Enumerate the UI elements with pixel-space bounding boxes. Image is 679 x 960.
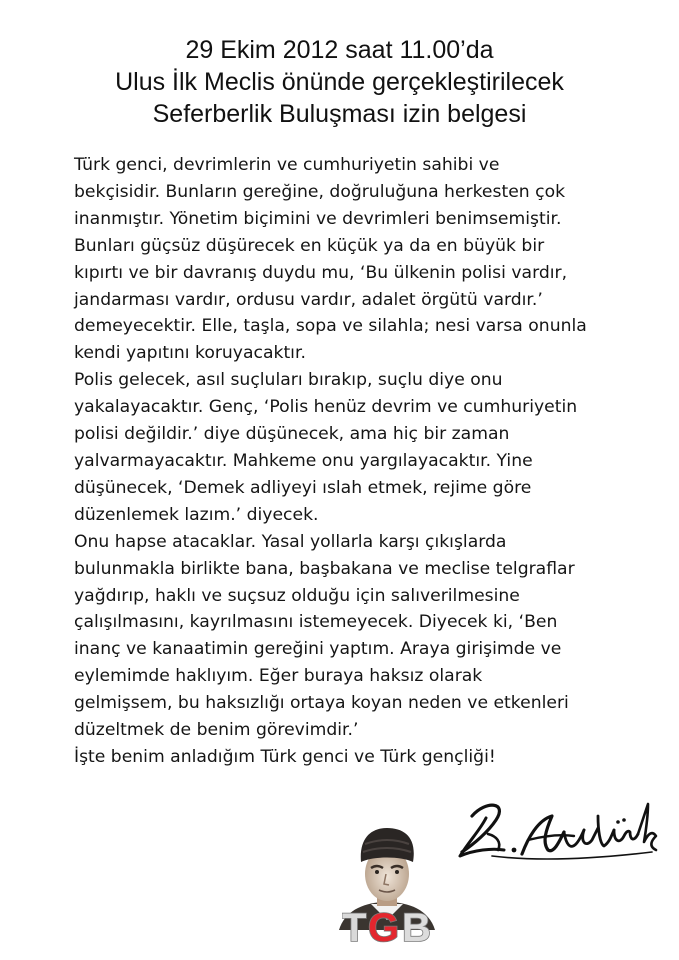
- body-text: [74, 152, 674, 771]
- body-line: demeyecektir. Elle, taşla, sopa ve silahla; nesi varsa onunla: [74, 316, 587, 337]
- body-line: kıpırtı ve bir davranış duydu mu, ‘Bu ülkenin polisi vardır,: [74, 262, 568, 283]
- logo-letter-g: G: [368, 906, 400, 947]
- body-line: gelmişsem, bu haksızlığı ortaya koyan neden ve etkenleri: [74, 693, 569, 714]
- tgb-logo: [342, 903, 434, 947]
- logo-letter-b: B: [402, 906, 431, 947]
- body-line: düşünecek, ‘Demek adliyeyi ıslah etmek, rejime göre: [74, 477, 532, 498]
- body-line: inanmıştır. Yönetim biçimini ve devrimleri benimsemiştir.: [74, 208, 562, 229]
- body-line: inanç ve kanaatimin gereğini yaptım. Araya girişimde ve: [74, 639, 562, 660]
- title-line: Ulus İlk Meclis önünde gerçekleştirilecek: [115, 68, 564, 96]
- body-line: polisi değildir.’ diye düşünecek, ama hiç bir zaman: [74, 424, 510, 445]
- body-line: bulunmakla birlikte bana, başbakana ve meclise telgraflar: [74, 558, 575, 579]
- body-line: yalvarmayacaktır. Mahkeme onu yargılayacaktır. Yine: [74, 450, 533, 471]
- body-line: Onu hapse atacaklar. Yasal yollarla karşı çıkışlarda: [74, 531, 507, 552]
- logo-letter-t: T: [342, 906, 367, 947]
- title-line: Seferberlik Buluşması izin belgesi: [152, 100, 527, 128]
- title-line: 29 Ekim 2012 saat 11.00’da: [185, 36, 494, 64]
- body-line: çalışılmasını, kayrılmasını istemeyecek. Diyecek ki, ‘Ben: [74, 612, 558, 633]
- body-line: Türk genci, devrimlerin ve cumhuriyetin sahibi ve: [74, 155, 500, 175]
- body-line: Polis gelecek, asıl suçluları bırakıp, suçlu diye onu: [74, 370, 503, 391]
- body-line: yakalayacaktır. Genç, ‘Polis henüz devrim ve cumhuriyetin: [74, 397, 578, 418]
- body-line: düzeltmek de benim görevimdir.’: [74, 720, 359, 741]
- document-title: [0, 34, 679, 130]
- body-line: düzenlemek lazım.’ diyecek.: [74, 504, 319, 525]
- body-line: Bunları güçsüz düşürecek en küçük ya da en büyük bir: [74, 235, 545, 256]
- body-line: bekçisidir. Bunların gereğine, doğruluğuna herkesten çok: [74, 181, 566, 202]
- body-line: kendi yapıtını koruyacaktır.: [74, 343, 306, 364]
- signature-icon: [452, 796, 658, 868]
- body-line: eylemimde haklıyım. Eğer buraya haksız olarak: [74, 666, 483, 687]
- body-line: yağdırıp, haklı ve suçsuz olduğu için salıverilmesine: [74, 585, 520, 606]
- body-line: İşte benim anladığım Türk genci ve Türk gençliği!: [74, 746, 496, 767]
- body-line: jandarması vardır, ordusu vardır, adalet örgütü vardır.’: [74, 289, 543, 310]
